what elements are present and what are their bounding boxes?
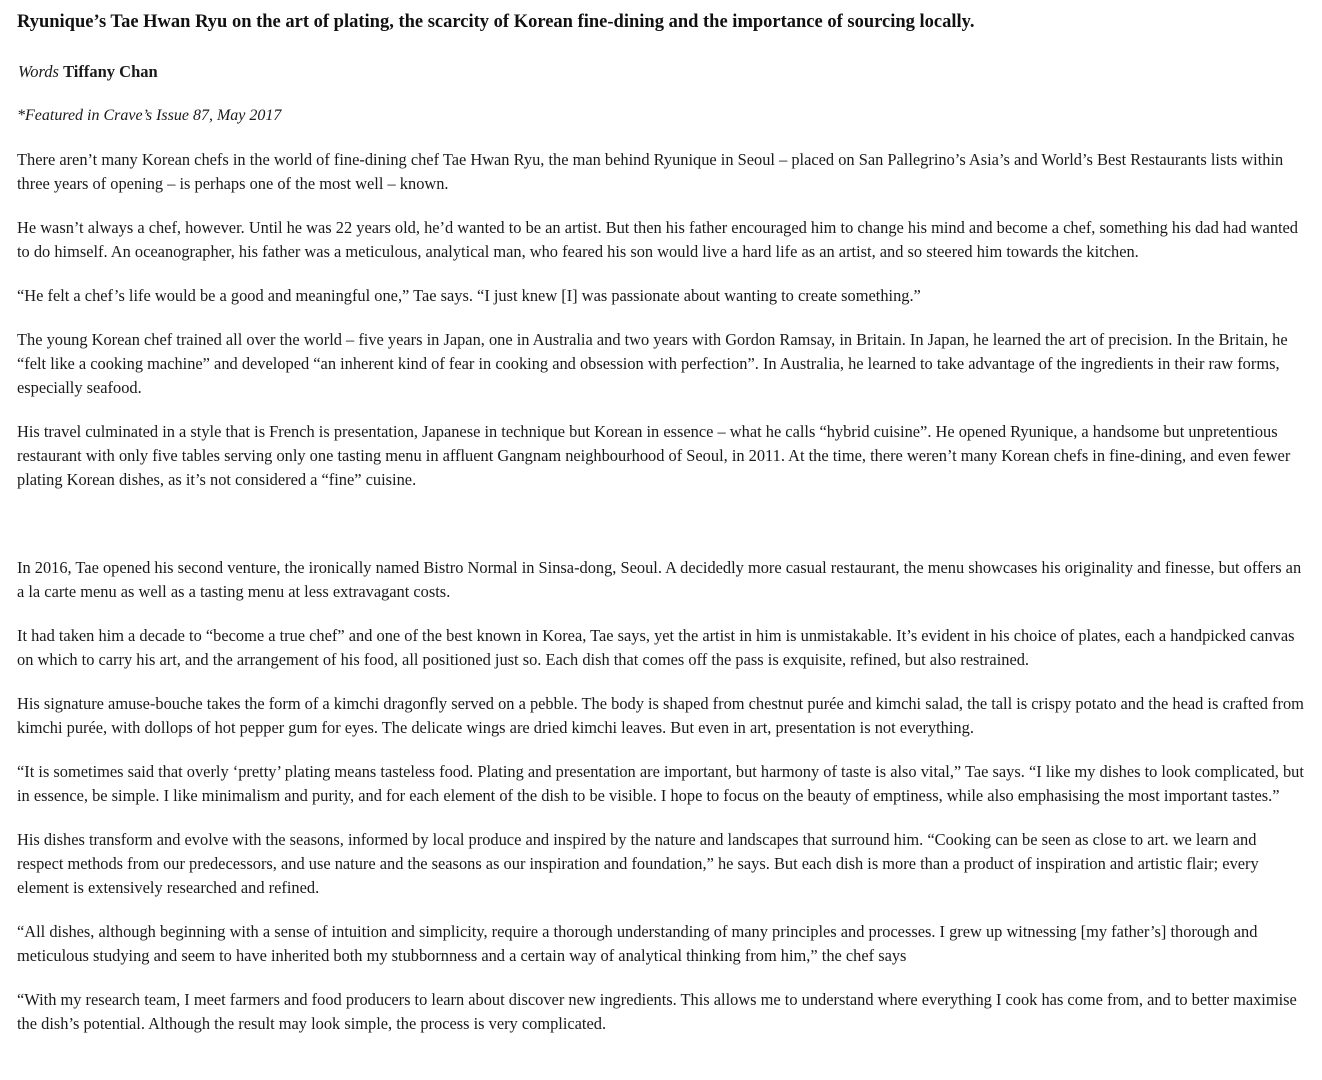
paragraph-2: He wasn’t always a chef, however. Until he was 22 years old, he’d wanted to be an artist. But then his father encouraged him to change his mind and become a chef, something his dad had wanted to do himself. An oceanographer, his father was a meticulous, analytical man, who feared his son would live a hard life as an artist, and so steered him towards the kitchen.	[17, 218, 1298, 261]
paragraph-1: There aren’t many Korean chefs in the world of fine-dining chef Tae Hwan Ryu, the man behind Ryunique in Seoul – placed on San Pallegrino’s Asia’s and World’s Best Restaurants lists within three years of opening – is perhaps one of the most well – known.	[17, 150, 1284, 193]
byline	[18, 60, 1304, 84]
paragraph-10: His dishes transform and evolve with the seasons, informed by local produce and inspired by the nature and landscapes that surround him. “Cooking can be seen as close to art. we learn and respect methods from our predecessors, and use nature and the seasons as our inspiration and foundation,” he says. But each dish is more than a product of inspiration and artistic flair; every element is extensively researched and refined.	[17, 830, 1259, 897]
paragraph-12: “With my research team, I meet farmers and food producers to learn about discover new ingredients. This allows me to understand where everything I cook has come from, and to better maximise the dish’s potential. Although the result may look simple, the process is very complicated.	[17, 990, 1297, 1033]
byline-author: Tiffany Chan	[63, 62, 158, 81]
featured-note: *Featured in Crave’s Issue 87, May 2017	[17, 107, 282, 124]
paragraph-8: His signature amuse-bouche takes the form of a kimchi dragonfly served on a pebble. The body is shaped from chestnut purée and kimchi salad, the tall is crispy potato and the head is crafted from kimchi purée, with dollops of hot pepper gum for eyes. The delicate wings are dried kimchi leaves. But even in art, presentation is not everything.	[17, 694, 1304, 737]
byline-label: Words	[18, 62, 59, 81]
paragraph-5: His travel culminated in a style that is French is presentation, Japanese in technique but Korean in essence – what he calls “hybrid cuisine”. He opened Ryunique, a handsome but unpretentious restaurant with only five tables serving only one tasting menu in affluent Gangnam neighbourhood of Seoul, in 2011. At the time, there weren’t many Korean chefs in fine-dining, and even fewer plating Korean dishes, as it’s not considered a “fine” cuisine.	[17, 422, 1291, 489]
article-headline: Ryunique’s Tae Hwan Ryu on the art of plating, the scarcity of Korean fine-dining and the importance of sourcing locally.	[17, 12, 975, 32]
paragraph-9: “It is sometimes said that overly ‘pretty’ plating means tasteless food. Plating and presentation are important, but harmony of taste is also vital,” Tae says. “I like my dishes to look complicated, but in essence, be simple. I like minimalism and purity, and for each element of the dish to be visible. I hope to focus on the beauty of emptiness, while also emphasising the most important tastes.”	[17, 762, 1304, 805]
paragraph-6: In 2016, Tae opened his second venture, the ironically named Bistro Normal in Sinsa-dong, Seoul. A decidedly more casual restaurant, the menu showcases his originality and finesse, but offers an a la carte menu as well as a tasting menu at less extravagant costs.	[17, 558, 1302, 601]
paragraph-4: The young Korean chef trained all over the world – five years in Japan, one in Australia and two years with Gordon Ramsay, in Britain. In Japan, he learned the art of precision. In the Britain, he “felt like a cooking machine” and developed “an inherent kind of fear in cooking and obsession with perfection”. In Australia, he learned to take advantage of the ingredients in their raw forms, especially seafood.	[17, 330, 1288, 397]
paragraph-7: It had taken him a decade to “become a true chef” and one of the best known in Korea, Tae says, yet the artist in him is unmistakable. It’s evident in his choice of plates, each a handpicked canvas on which to carry his art, and the arrangement of his food, all positioned just so. Each dish that comes off the pass is exquisite, refined, but also restrained.	[17, 626, 1295, 669]
paragraph-3: “He felt a chef’s life would be a good and meaningful one,” Tae says. “I just knew [I] was passionate about wanting to create something.”	[17, 286, 921, 305]
paragraph-11: “All dishes, although beginning with a sense of intuition and simplicity, require a thorough understanding of many principles and processes. I grew up witnessing [my father’s] thorough and meticulous studying and seem to have inherited both my stubbornness and a certain way of analytical thinking from him,” the chef says	[17, 922, 1258, 965]
